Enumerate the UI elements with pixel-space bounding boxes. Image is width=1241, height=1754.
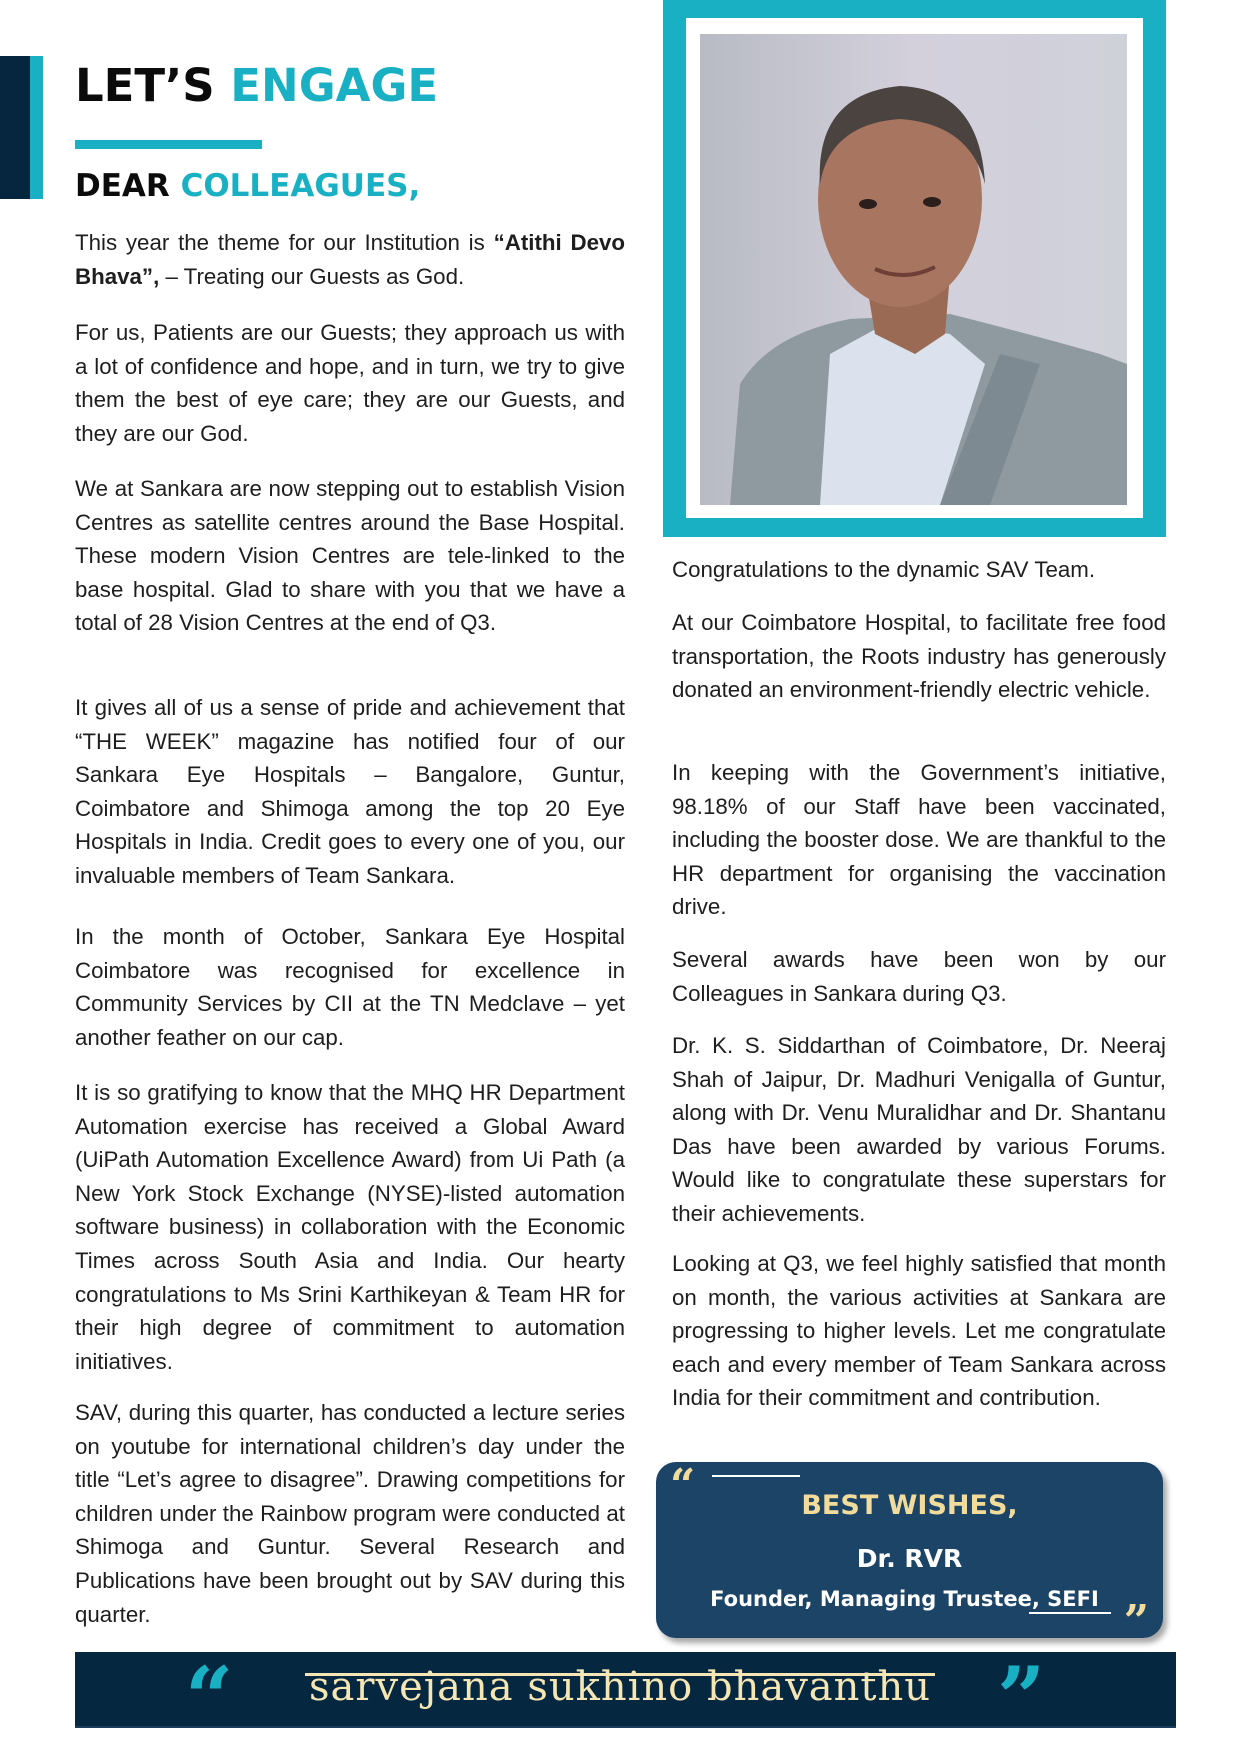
banner-open-quote-icon: “ [185,1648,234,1747]
paragraph-the-week [75,691,625,893]
decorative-line-bottom [1029,1612,1111,1614]
paragraph-text: For us, Patients are our Guests; they approach us with a lot of confidence and hope, and in turn, we try to give them the best of eye care; they are our Guests, and they are our God. [75,320,625,446]
motto-banner [75,1648,1176,1747]
paragraph-q3-summary [672,1247,1166,1415]
open-quote-icon: “ [670,1460,696,1511]
paragraph-hr-automation [75,1076,625,1378]
greeting-part-2: COLLEAGUES, [180,168,421,204]
accent-bar-teal [30,56,43,199]
paragraph-text: In keeping with the Government’s initiative, 98.18% of our Staff have been vaccinated, including the booster dose. We are thankful to the HR department for organising the vaccination drive. [672,760,1166,920]
paragraph-sav-congrats [672,553,1166,587]
paragraph-theme [75,226,625,293]
paragraph-october-award [75,920,625,1054]
paragraph-text: Looking at Q3, we feel highly satisfied that month on month, the various activities at Sankara are progressing to higher levels. Let me congratulate each and every member of Team Sankara across India for their commitment and contribution. [672,1251,1166,1411]
theme-bold: “Atithi Devo Bhava”, [75,230,626,289]
motto-text: sarvejana sukhino bhavanthu [309,1664,931,1710]
theme-text-a: This year the theme for our Institution is [75,230,494,255]
paragraph-sav [75,1396,625,1631]
greeting-part-1: DEAR [75,168,170,204]
greeting-heading [75,166,420,206]
accent-bar-dark [0,56,30,199]
title-part-2: ENGAGE [230,59,439,112]
person-portrait-icon [700,34,1127,505]
paragraph-awards [672,943,1166,1010]
paragraph-text: It is so gratifying to know that the MHQ HR Department Automation exercise has received a Global Award (UiPath Automation Excellence Award) from Ui Path (a New York Stock Exchange (NYSE)-listed automation software business) in collaboration with the Economic Times across South Asia and India. Our hearty congratulations to Ms Srini Karthikeyan & Team HR for their high degree of commitment to automation initiatives. [75,1080,625,1374]
page-title [75,58,438,114]
decorative-line-top [712,1475,800,1477]
portrait-photo [700,34,1127,505]
paragraph-text: Several awards have been won by our Colleagues in Sankara during Q3. [672,947,1166,1006]
best-wishes-label: BEST WISHES, [801,1490,1018,1521]
paragraph-text: It gives all of us a sense of pride and achievement that “THE WEEK” magazine has notified four of our Sankara Eye Hospitals – Bangalore, Guntur, Coimbatore and Shimoga among the top 20 Eye Hospitals in India. Credit goes to every one of you, our invaluable members of Team Sankara. [75,695,625,888]
paragraph-text: SAV, during this quarter, has conducted a lecture series on youtube for international children’s day under the title “Let’s agree to disagree”. Drawing competitions for children under the Rainbow program were conducted at Shimoga and Guntur. Several Research and Publications have been brought out by SAV during this quarter. [75,1400,625,1627]
signoff-box [656,1460,1163,1647]
title-part-1: LET’S [75,59,215,112]
paragraph-text: At our Coimbatore Hospital, to facilitate free food transportation, the Roots industry has generously donated an environment-friendly electric vehicle. [672,610,1166,703]
paragraph-electric-vehicle [672,606,1166,707]
paragraph-vaccination [672,756,1166,924]
paragraph-patients [75,316,625,450]
photo-mat [686,18,1143,518]
signatory-name: Dr. RVR [856,1544,963,1573]
close-quote-icon: ” [1123,1596,1149,1647]
paragraph-text: Congratulations to the dynamic SAV Team. [672,557,1096,582]
paragraph-award-winners [672,1029,1166,1231]
banner-close-quote-icon: ” [997,1648,1046,1747]
paragraph-text: We at Sankara are now stepping out to establish Vision Centres as satellite centres around the Base Hospital. These modern Vision Centres are tele-linked to the base hospital. Glad to share with you that we have a total of 28 Vision Centres at the end of Q3. [75,476,625,636]
paragraph-vision-centres [75,472,625,640]
paragraph-text: In the month of October, Sankara Eye Hospital Coimbatore was recognised for excellence in Community Services by CII at the TN Medclave – yet another feather on our cap. [75,924,625,1050]
title-underline [75,140,262,149]
paragraph-text: Dr. K. S. Siddarthan of Coimbatore, Dr. Neeraj Shah of Jaipur, Dr. Madhuri Venigalla of Guntur, along with Dr. Venu Muralidhar and Dr. Shantanu Das have been awarded by various Forums. Would like to congratulate these superstars for their achievements. [672,1033,1166,1226]
theme-text-b: – Treating our Guests as God. [159,263,465,289]
signatory-role: Founder, Managing Trustee, SEFI [710,1587,1099,1611]
photo-frame [663,0,1166,537]
